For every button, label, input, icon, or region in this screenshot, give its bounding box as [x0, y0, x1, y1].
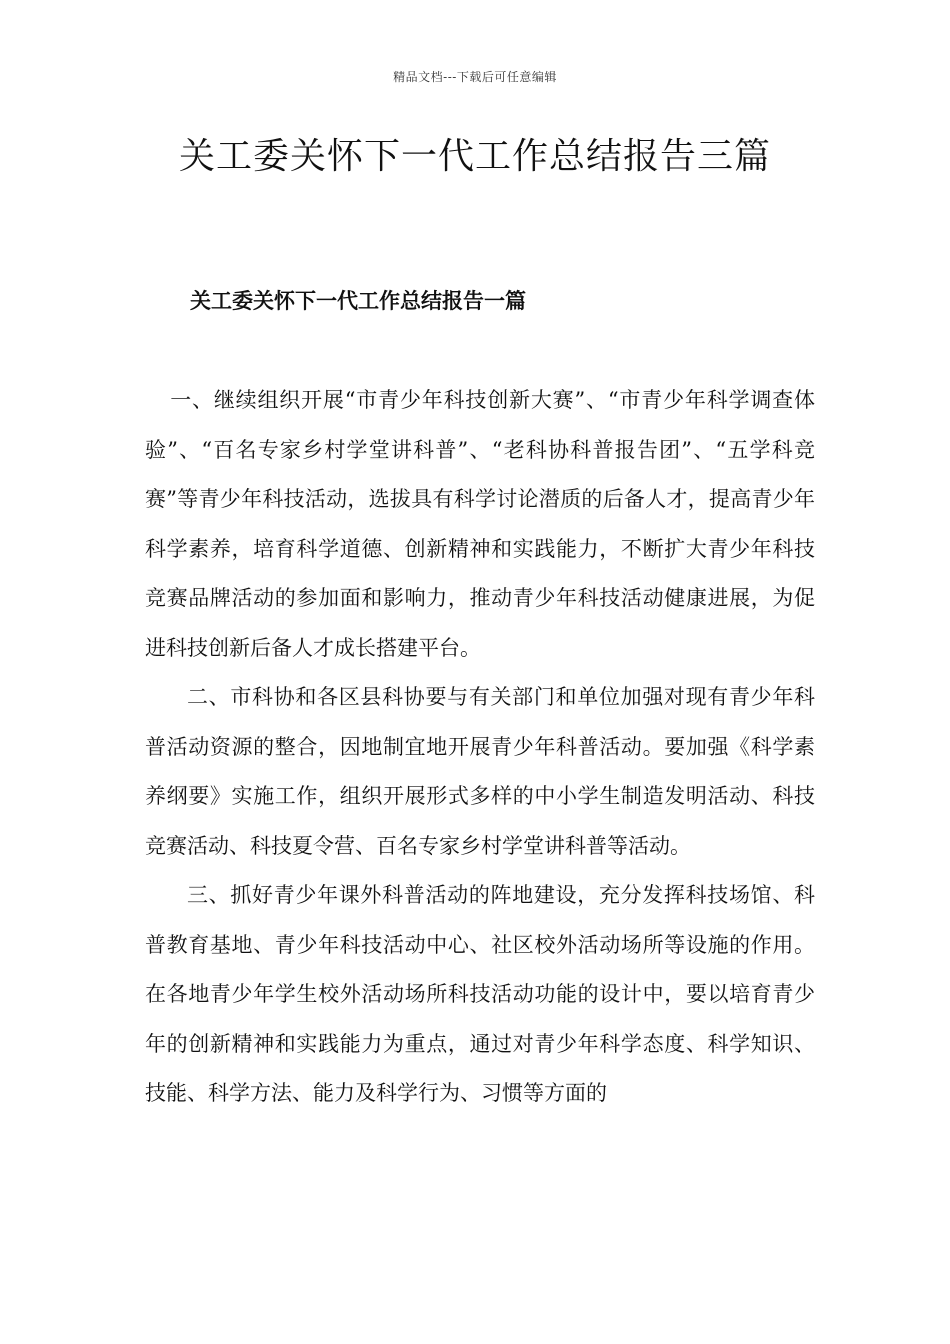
- header-note: 精品文档---下载后可任意编辑: [393, 70, 557, 84]
- body-text: [145, 376, 815, 1119]
- section-subtitle: 关工委关怀下一代工作总结报告一篇: [190, 288, 526, 313]
- paragraph-3: 三、抓好青少年课外科普活动的阵地建设，充分发挥科技场馆、科普教育基地、青少年科技活动中心、社区校外活动场所等设施的作用。在各地青少年学生校外活动场所科技活动功能的设计中，要以培育青少年的创新精神和实践能力为重点，通过对青少年科学态度、科学知识、技能、科学方法、能力及科学行为、习惯等方面的: [145, 883, 815, 1105]
- paragraph-2: 二、市科协和各区县科协要与有关部门和单位加强对现有青少年科普活动资源的整合，因地制宜地开展青少年科普活动。要加强《科学素养纲要》实施工作，组织开展形式多样的中小学生制造发明活动、科技竞赛活动、科技夏令营、百名专家乡村学堂讲科普等活动。: [145, 685, 815, 858]
- paragraph-1: 一、继续组织开展“市青少年科技创新大赛”、“市青少年科学调查体验”、“百名专家乡村学堂讲科普”、“老科协科普报告团”、“五学科竞赛”等青少年科技活动，选拔具有科学讨论潜质的后备人才，提高青少年科学素养，培育科学道德、创新精神和实践能力，不断扩大青少年科技竞赛品牌活动的参加面和影响力，推动青少年科技活动健康进展，为促进科技创新后备人才成长搭建平台。: [145, 388, 815, 660]
- document-title: 关工委关怀下一代工作总结报告三篇: [178, 136, 771, 177]
